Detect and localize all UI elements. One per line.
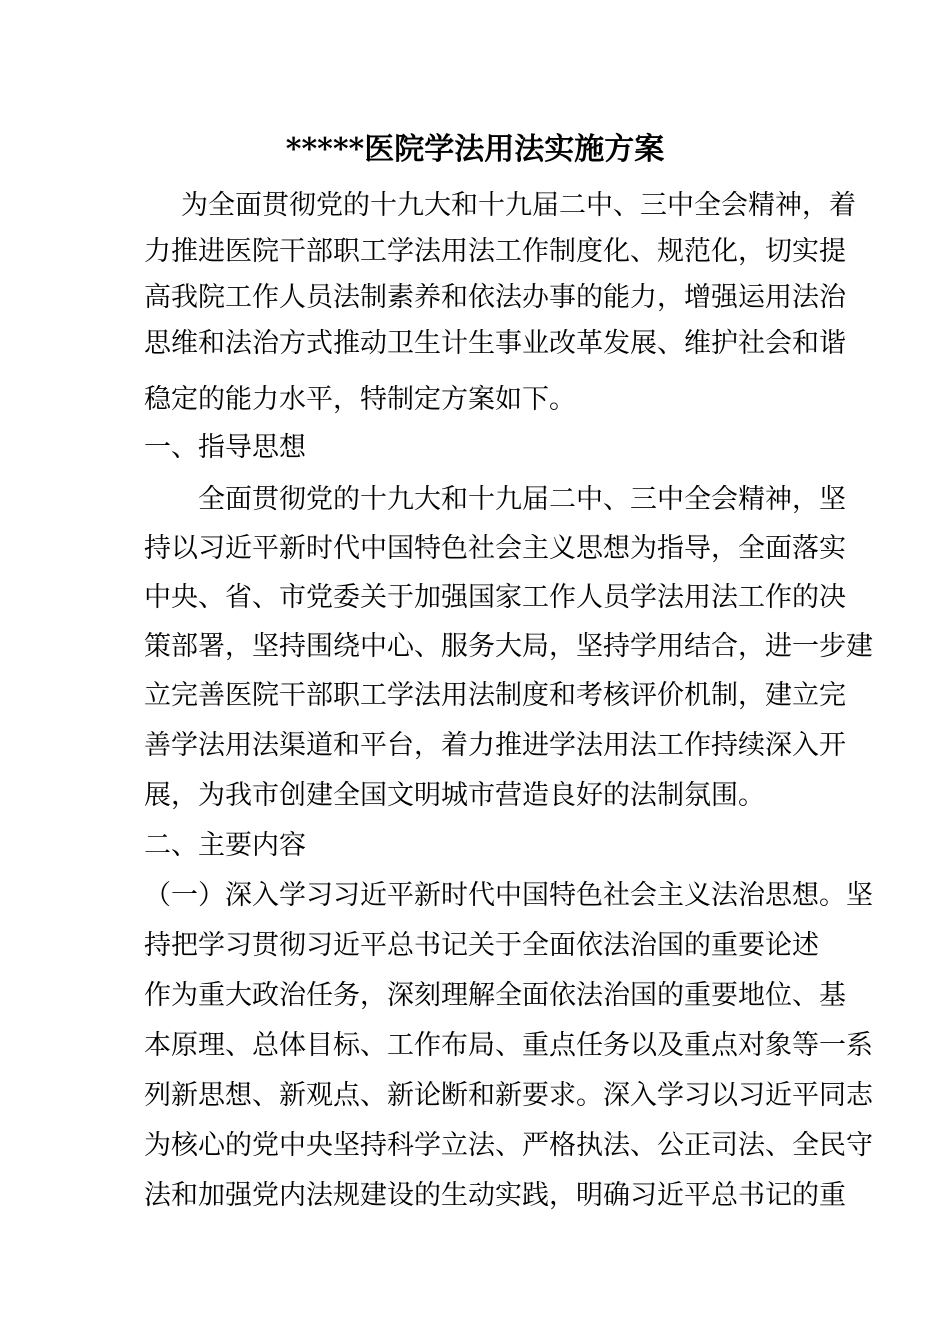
section1-line: 持以习近平新时代中国特色社会主义思想为指导，全面落实: [144, 533, 846, 564]
section2-line: 持把学习贯彻习近平总书记关于全面依法治国的重要论述: [144, 930, 819, 961]
section2-line: 为核心的党中央坚持科学立法、严格执法、公正司法、全民守: [144, 1130, 873, 1161]
section2-line: 作为重大政治任务，深刻理解全面依法治国的重要地位、基: [144, 980, 846, 1011]
section2-line: （一）深入学习习近平新时代中国特色社会主义法治思想。坚: [144, 880, 873, 911]
section1-line: 展，为我市创建全国文明城市营造良好的法制氛围。: [144, 780, 765, 811]
section1-line: 全面贯彻党的十九大和十九届二中、三中全会精神，坚: [198, 484, 846, 515]
section1-line: 立完善医院干部职工学法用法制度和考核评价机制，建立完: [144, 680, 846, 711]
intro-line: 高我院工作人员法制素养和依法办事的能力，增强运用法治: [144, 282, 846, 313]
intro-line: 力推进医院干部职工学法用法工作制度化、规范化，切实提: [144, 236, 846, 267]
section1-line: 善学法用法渠道和平台，着力推进学法用法工作持续深入开: [144, 730, 846, 761]
section2-line: 法和加强党内法规建设的生动实践，明确习近平总书记的重: [144, 1180, 846, 1211]
section2-line: 列新思想、新观点、新论断和新要求。深入学习以习近平同志: [144, 1080, 873, 1111]
section1-line: 中央、省、市党委关于加强国家工作人员学法用法工作的决: [144, 582, 846, 613]
section2-line: 本原理、总体目标、工作布局、重点任务以及重点对象等一系: [144, 1030, 873, 1061]
intro-line: 为全面贯彻党的十九大和十九届二中、三中全会精神，着: [181, 190, 856, 221]
intro-line: 稳定的能力水平，特制定方案如下。: [144, 384, 576, 415]
document-title: *****医院学法用法实施方案: [285, 132, 665, 167]
intro-line: 思维和法治方式推动卫生计生事业改革发展、维护社会和谐: [144, 328, 846, 359]
section-heading-main-content: 二、主要内容: [144, 830, 306, 861]
section1-line: 策部署，坚持围绕中心、服务大局，坚持学用结合，进一步建: [144, 631, 873, 662]
section-heading-guiding-ideology: 一、指导思想: [144, 432, 306, 463]
